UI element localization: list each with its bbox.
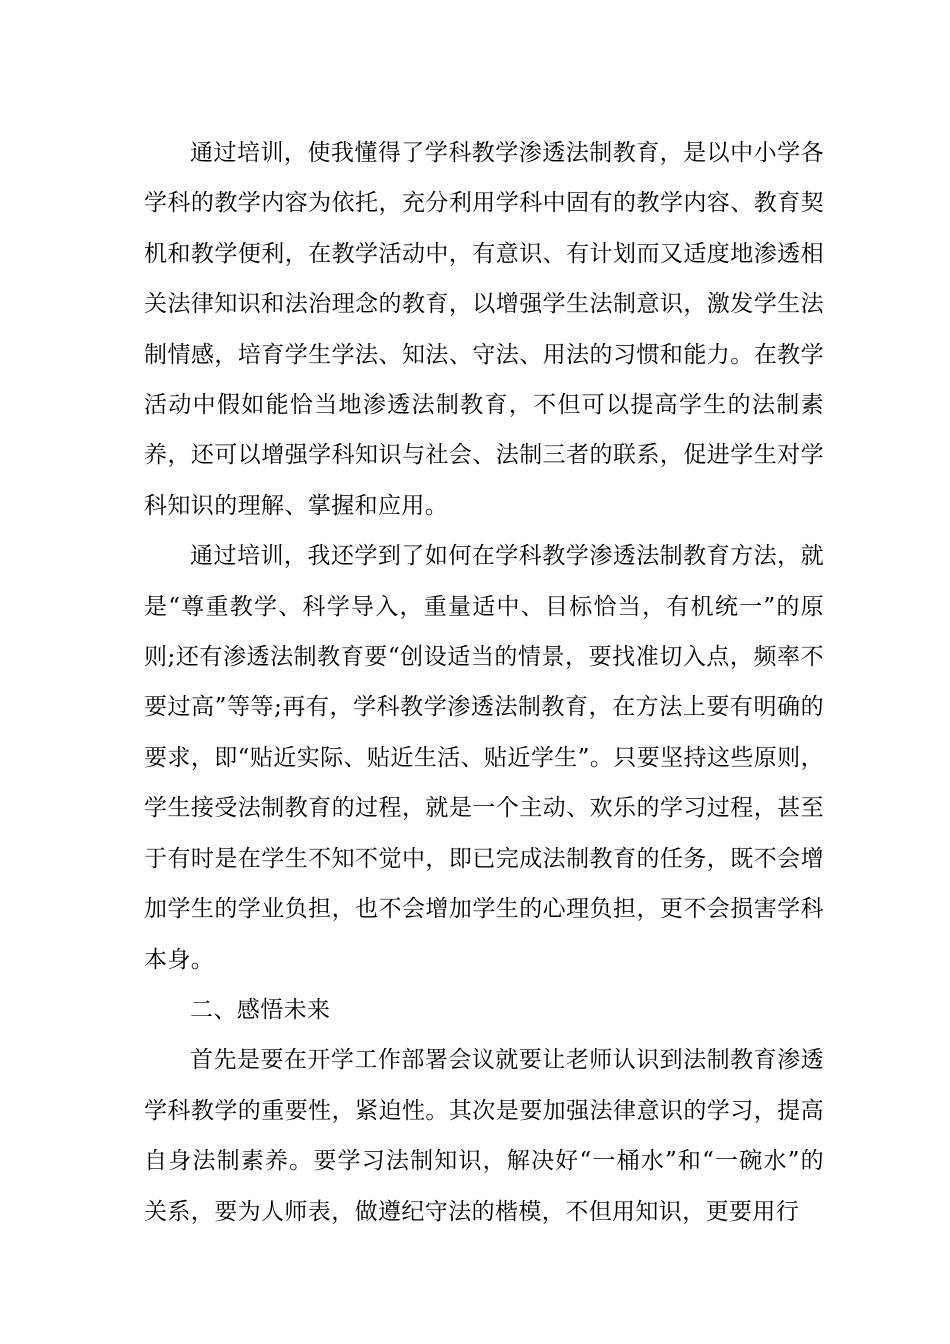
paragraph-2: 通过培训，我还学到了如何在学科教学渗透法制教育方法，就是“尊重教学、科学导入，重量适中、目标恰当，有机统一”的原则;还有渗透法制教育要“创设适当的情景，要找准切入点，频率不要过高”等等;再有，学科教学渗透法制教育，在方法上要有明确的要求，即“贴近实际、贴近生活、贴近学生”。只要坚持这些原则，学生接受法制教育的过程，就是一个主动、欢乐的学习过程，甚至于有时是在学生不知不觉中，即已完成法制教育的任务，既不会增加学生的学业负担，也不会增加学生的心理负担，更不会损害学科本身。 [144,543,824,973]
document-body [144,128,824,1237]
section-heading: 二、感悟未来 [190,996,331,1023]
paragraph-3: 首先是要在开学工作部署会议就要让老师认识到法制教育渗透学科教学的重要性，紧迫性。其次是要加强法律意识的学习，提高自身法制素养。要学习法制知识，解决好“一桶水”和“一碗水”的关系，要为人师表，做遵纪守法的楷模，不但用知识，更要用行 [144,1047,824,1225]
paragraph-1: 通过培训，使我懂得了学科教学渗透法制教育，是以中小学各学科的教学内容为依托，充分利用学科中固有的教学内容、教育契机和教学便利，在教学活动中，有意识、有计划而又适度地渗透相关法律知识和法治理念的教育，以增强学生法制意识，激发学生法制情感，培育学生学法、知法、守法、用法的习惯和能力。在教学活动中假如能恰当地渗透法制教育，不但可以提高学生的法制素养，还可以增强学科知识与社会、法制三者的联系，促进学生对学科知识的理解、掌握和应用。 [144,140,824,519]
